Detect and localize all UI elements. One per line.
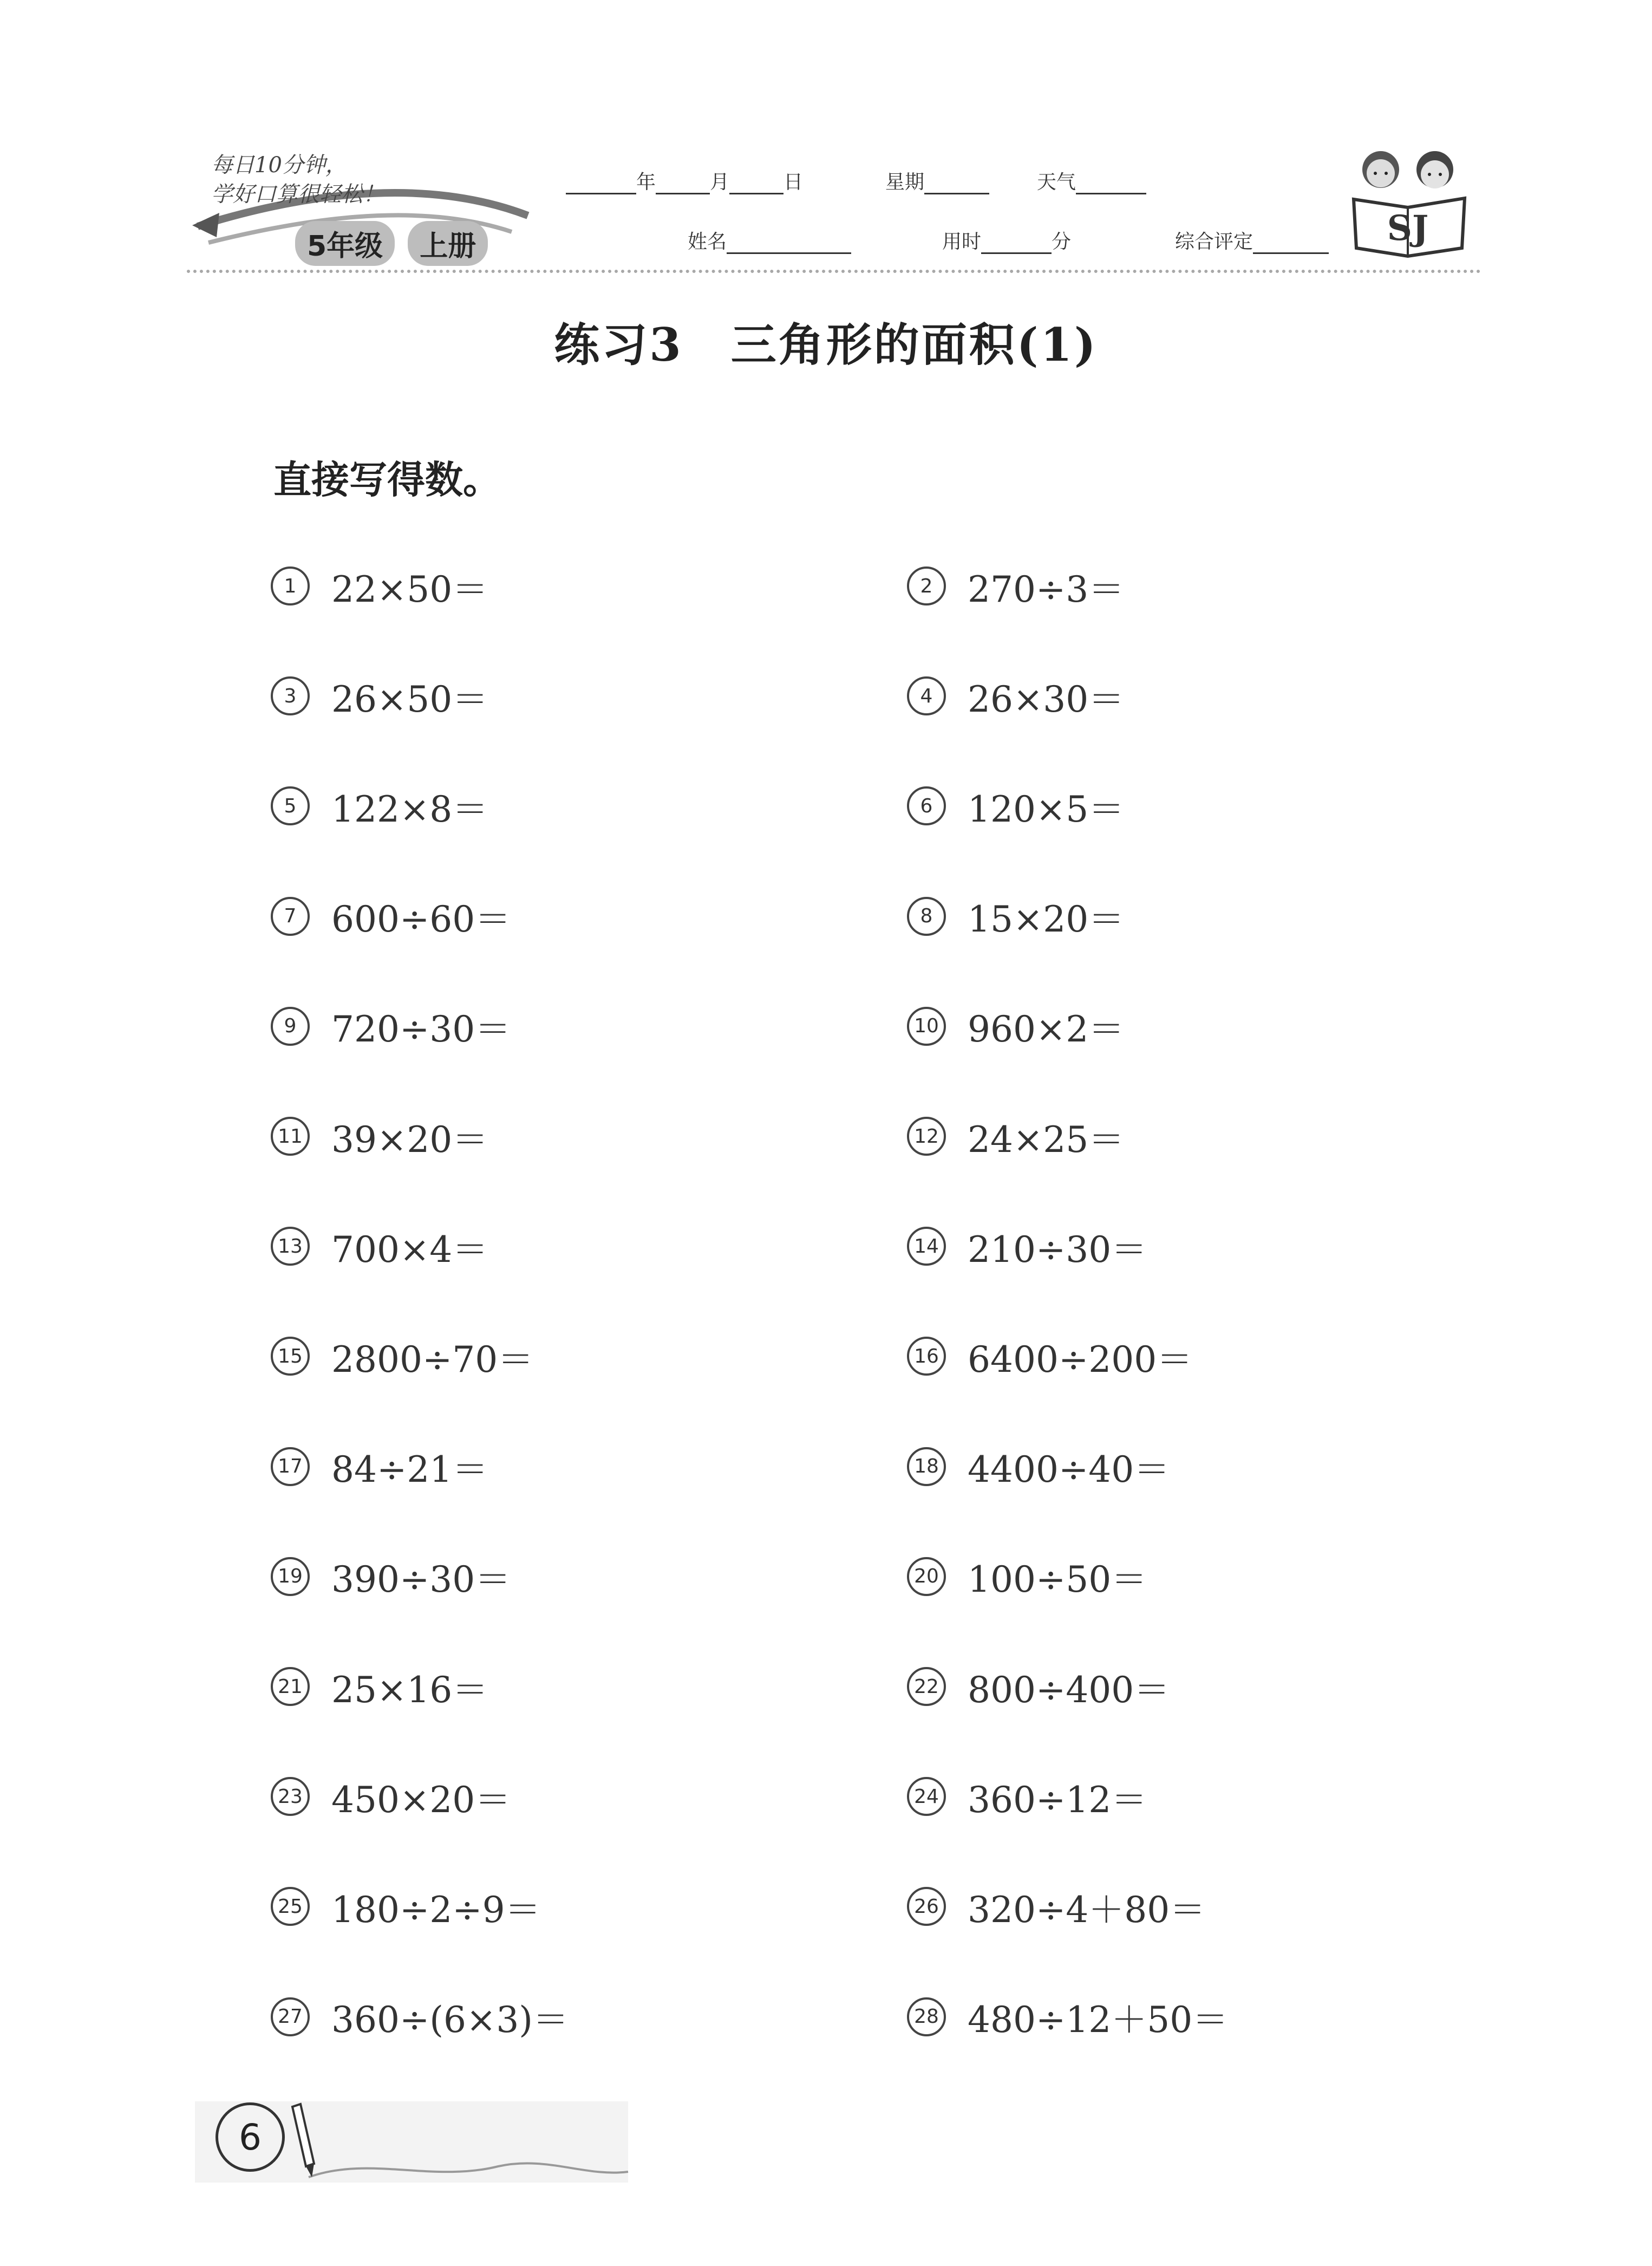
- problem-item: [907, 1549, 1147, 1604]
- instruction: 直接写得数。: [273, 458, 501, 502]
- problem-number: 14: [907, 1227, 946, 1266]
- date-field[interactable]: [566, 167, 803, 194]
- problem-number: 4: [907, 676, 946, 715]
- problem-number: 17: [271, 1447, 310, 1486]
- problem-expression: 210÷30＝: [968, 1228, 1147, 1271]
- problem-expression: 360÷(6×3)＝: [331, 1999, 569, 2041]
- problem-expression: 320÷4＋80＝: [968, 1889, 1206, 1931]
- problem-expression: 480÷12＋50＝: [968, 1999, 1229, 2041]
- problem-expression: 39×20＝: [331, 1118, 488, 1161]
- slogan: [211, 151, 384, 209]
- kids-reading-logo-icon: [1343, 140, 1478, 264]
- page-title: 练习3 三角形的面积(1): [554, 318, 1098, 372]
- time-label: 用时: [942, 231, 982, 253]
- problem-item: [271, 779, 488, 833]
- problem-item: [271, 1769, 511, 1824]
- problem-expression: 4400÷40＝: [968, 1449, 1170, 1491]
- problem-expression: 450×20＝: [331, 1779, 511, 1821]
- problem-number: 3: [271, 676, 310, 715]
- problem-number: 22: [907, 1667, 946, 1706]
- problem-expression: 6400÷200＝: [968, 1338, 1193, 1381]
- problem-expression: 960×2＝: [968, 1008, 1125, 1051]
- problem-number: 28: [907, 1997, 946, 2036]
- name-label: 姓名: [688, 231, 727, 253]
- grade-badge: [295, 221, 488, 266]
- problem-item: [907, 559, 1124, 613]
- problem-item: [907, 1659, 1170, 1714]
- problem-expression: 84÷21＝: [331, 1449, 488, 1491]
- problem-number: 7: [271, 897, 310, 936]
- problem-number: 19: [271, 1557, 310, 1596]
- problem-number: 23: [271, 1777, 310, 1816]
- problem-item: [271, 1219, 488, 1273]
- problem-number: 18: [907, 1447, 946, 1486]
- problem-expression: 390÷30＝: [331, 1559, 511, 1601]
- problem-expression: 800÷400＝: [968, 1669, 1170, 1711]
- slogan-line-1: 每日10分钟，: [211, 153, 347, 178]
- rating-label: 综合评定: [1175, 231, 1253, 253]
- problem-number: 13: [271, 1227, 310, 1266]
- problem-number: 26: [907, 1887, 946, 1926]
- problem-number: 16: [907, 1337, 946, 1376]
- problem-item: [907, 1879, 1205, 1933]
- page-number: 6: [216, 2102, 285, 2172]
- page-header: [187, 140, 1481, 273]
- problem-item: [907, 779, 1124, 833]
- problem-number: 6: [907, 786, 946, 825]
- problem-item: [271, 1109, 488, 1163]
- problem-expression: 24×25＝: [968, 1118, 1125, 1161]
- problem-expression: 26×50＝: [331, 678, 488, 720]
- problem-expression: 100÷50＝: [968, 1559, 1147, 1601]
- problem-item: [907, 1329, 1192, 1383]
- rating-field[interactable]: [1175, 226, 1329, 254]
- problem-item: [271, 1879, 541, 1933]
- problem-number: 25: [271, 1887, 310, 1926]
- grade-label: 5年级: [295, 221, 395, 266]
- problem-expression: 15×20＝: [968, 898, 1125, 941]
- minute-label: 分: [1052, 231, 1072, 253]
- weekday-label: 星期: [885, 171, 925, 193]
- time-used-field[interactable]: [942, 226, 1071, 254]
- weather-field[interactable]: [1037, 167, 1146, 194]
- problem-expression: 120×5＝: [968, 788, 1125, 830]
- problem-item: [271, 1440, 488, 1494]
- weather-label: 天气: [1037, 171, 1076, 193]
- problem-number: 15: [271, 1337, 310, 1376]
- problem-item: [907, 1219, 1147, 1273]
- problem-number: 12: [907, 1117, 946, 1156]
- year-label: 年: [636, 171, 656, 193]
- weekday-field[interactable]: [885, 167, 989, 194]
- problem-number: 27: [271, 1997, 310, 2036]
- problem-item: [907, 669, 1124, 723]
- problem-item: [271, 999, 511, 1053]
- problem-expression: 180÷2÷9＝: [331, 1889, 541, 1931]
- problem-number: 5: [271, 786, 310, 825]
- problem-item: [271, 1549, 511, 1604]
- day-label: 日: [783, 171, 804, 193]
- month-label: 月: [710, 171, 730, 193]
- problem-expression: 270÷3＝: [968, 568, 1125, 610]
- problem-expression: 720÷30＝: [331, 1008, 511, 1051]
- problem-item: [907, 1109, 1124, 1163]
- problem-item: [907, 1990, 1228, 2044]
- problem-number: 20: [907, 1557, 946, 1596]
- problem-expression: 360÷12＝: [968, 1779, 1147, 1821]
- problem-item: [907, 999, 1124, 1053]
- problem-expression: 25×16＝: [331, 1669, 488, 1711]
- problem-expression: 600÷60＝: [331, 898, 511, 941]
- problem-expression: 122×8＝: [331, 788, 488, 830]
- problem-item: [907, 1769, 1147, 1824]
- name-field[interactable]: [688, 226, 851, 254]
- problem-number: 10: [907, 1007, 946, 1046]
- problem-number: 9: [271, 1007, 310, 1046]
- problem-number: 1: [271, 566, 310, 605]
- problem-item: [271, 1329, 533, 1383]
- problem-number: 2: [907, 566, 946, 605]
- problem-number: 24: [907, 1777, 946, 1816]
- problem-number: 21: [271, 1667, 310, 1706]
- problem-number: 8: [907, 897, 946, 936]
- problem-expression: 26×30＝: [968, 678, 1125, 720]
- problem-item: [271, 1990, 569, 2044]
- problem-item: [271, 1659, 488, 1714]
- logo-text: SJ: [1387, 208, 1429, 249]
- problem-number: 11: [271, 1117, 310, 1156]
- slogan-line-2: 学好口算很轻松！: [211, 182, 384, 207]
- problem-expression: 2800÷70＝: [331, 1338, 534, 1381]
- problem-item: [271, 559, 488, 613]
- volume-label: 上册: [408, 221, 488, 266]
- problem-item: [907, 1440, 1170, 1494]
- problem-expression: 700×4＝: [331, 1228, 488, 1271]
- problem-item: [907, 889, 1124, 943]
- problem-expression: 22×50＝: [331, 568, 488, 610]
- problem-item: [271, 889, 511, 943]
- problem-item: [271, 669, 488, 723]
